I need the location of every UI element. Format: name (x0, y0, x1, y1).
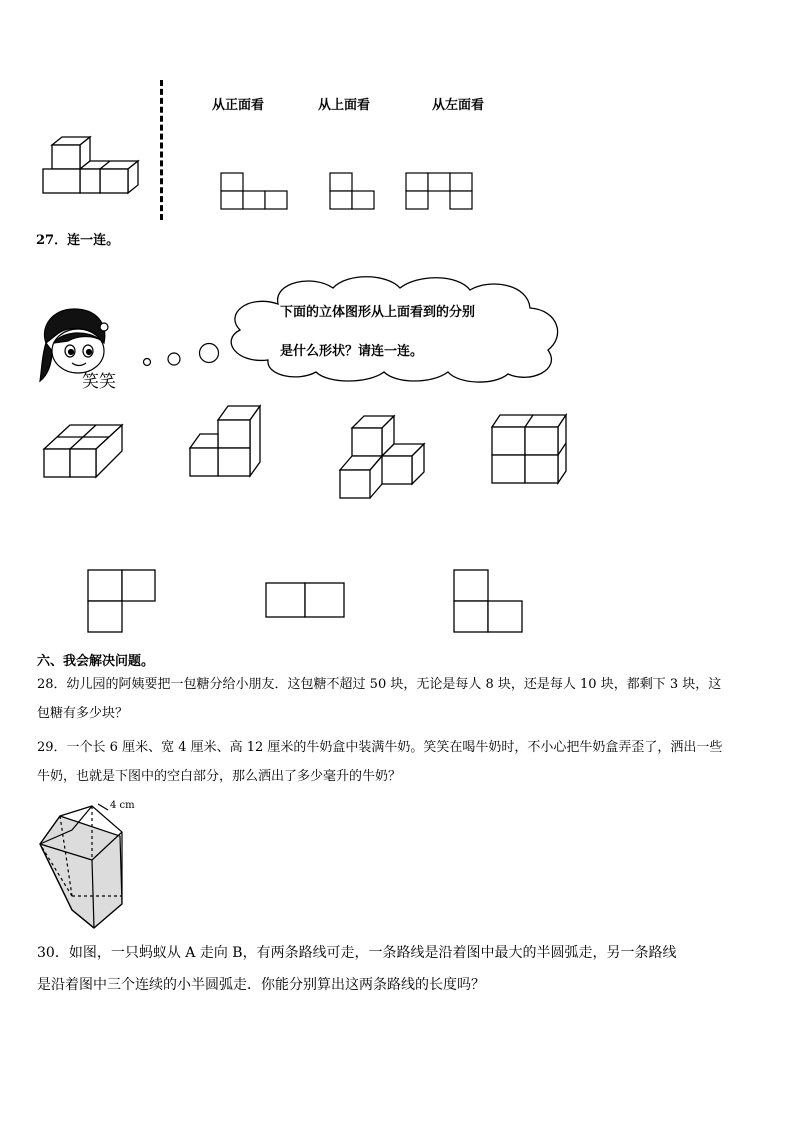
view-label-front: 从正面看 (212, 98, 265, 113)
cloud-text-line1: 下面的立体图形从上面看到的分别 (280, 305, 476, 320)
q27-title: 27．连一连。 (36, 233, 120, 248)
q28-line2: 包糖有多少块？ (37, 706, 129, 721)
front-view-diagram (220, 172, 288, 210)
section-6-title: 六、我会解决问题。 (37, 654, 155, 669)
q29-text (37, 733, 722, 791)
left-view-diagram (405, 172, 473, 210)
top-view-option-2[interactable] (265, 582, 346, 618)
solid-1-diagram (42, 421, 124, 479)
dashed-divider (160, 80, 163, 220)
q30-line1: 30．如图，一只蚂蚁从 A 走向 B，有两条路线可走，一条路线是沿着图中最大的半圆弧走，另一条路线 (37, 945, 677, 961)
view-label-top: 从上面看 (318, 98, 371, 113)
top-view-diagram (329, 172, 375, 210)
carton-dimension-label: 4 cm (110, 800, 135, 811)
solid-4-diagram (490, 413, 570, 485)
q28-text (37, 670, 721, 728)
speech-cloud (218, 274, 563, 382)
top-view-option-3[interactable] (453, 569, 524, 633)
view-label-left: 从左面看 (432, 98, 485, 113)
q30-line2: 是沿着图中三个连续的小半圆弧走．你能分别算出这两条路线的长度吗？ (37, 977, 485, 993)
q29-line2: 牛奶，也就是下图中的空白部分，那么洒出了多少毫升的牛奶？ (37, 769, 402, 784)
q28-line1: 28．幼儿园的阿姨要把一包糖分给小朋友．这包糖不超过 50 块，无论是每人 8 块，还是每人 10 块，都剩下 3 块，这 (37, 677, 722, 692)
cube-stack-figure (40, 135, 140, 197)
milk-carton-diagram (36, 800, 146, 932)
thought-bubbles-icon (140, 340, 220, 370)
q29-line1: 29．一个长 6 厘米、宽 4 厘米、高 12 厘米的牛奶盒中装满牛奶。笑笑在喝牛奶时，不小心把牛奶盒弄歪了，洒出一些 (37, 740, 723, 755)
top-view-option-1[interactable] (87, 569, 157, 633)
solid-3-diagram (338, 414, 428, 500)
cloud-text-line2: 是什么形状？请连一连。 (280, 344, 424, 359)
solid-2-diagram (188, 404, 262, 478)
character-name-label: 笑笑 (82, 372, 116, 392)
q30-text (37, 937, 677, 1001)
